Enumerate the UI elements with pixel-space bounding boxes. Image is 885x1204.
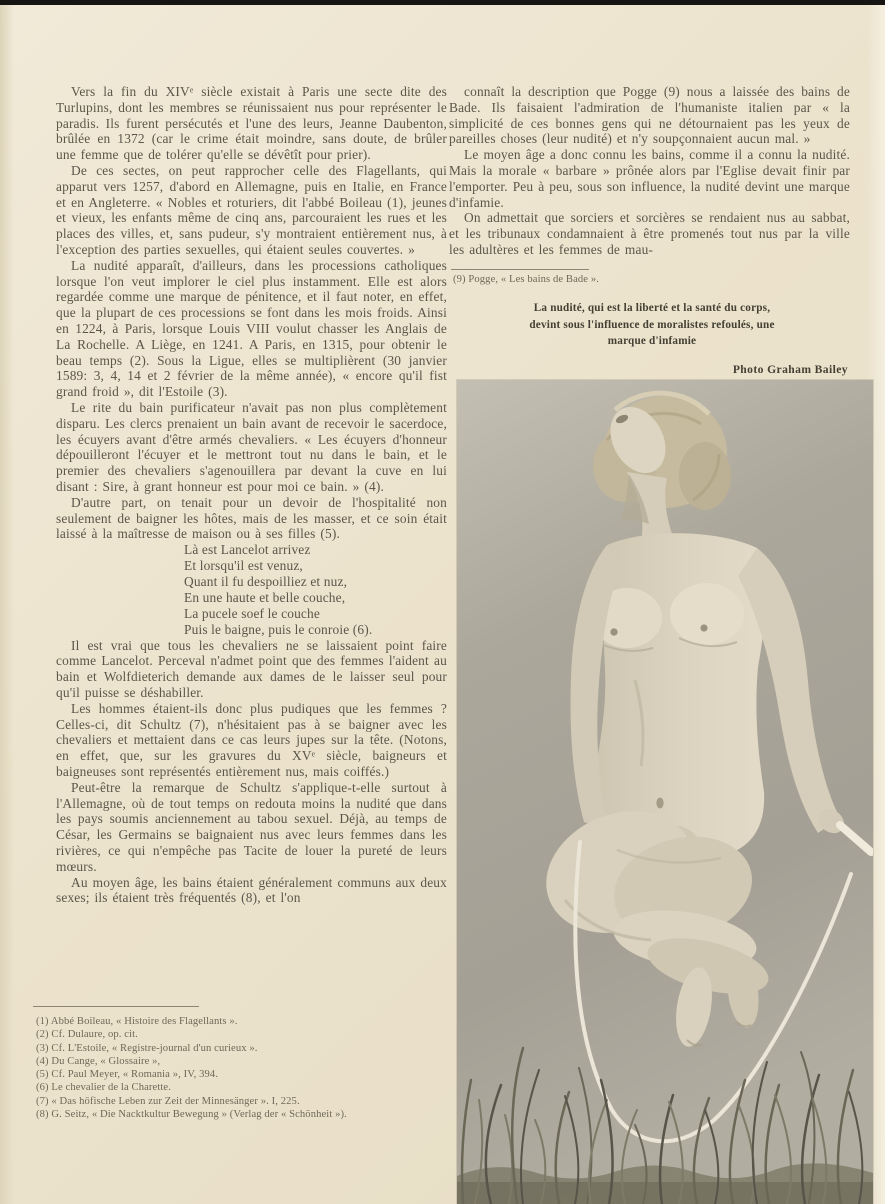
footnote: (1) Abbé Boileau, « Histoire des Flagellants ». [36, 1016, 238, 1027]
verse-line: Puis le baigne, puis le conroie (6). [184, 621, 373, 637]
photo-caption-line: La nudité, qui est la liberté et la santé du corps, [533, 302, 771, 315]
photo-caption-line: devint sous l'influence de moralistes refoulés, une [529, 318, 775, 331]
footnote-divider-right [451, 269, 589, 270]
photo-illustration [457, 380, 873, 1204]
photo-caption-line: marque d'infamie [607, 335, 697, 348]
footnote: (6) Le chevalier de la Charette. [36, 1082, 171, 1094]
verse-line: Et lorsqu'il est venuz, [184, 558, 303, 574]
footnote: (5) Cf. Paul Meyer, « Romania », IV, 394. [36, 1069, 219, 1081]
footnote: (2) Cf. Dulaure, op. cit. [36, 1029, 138, 1041]
paragraph: Peut-être la remarque de Schultz s'applique-t-elle surtout à l'Allemagne, où de tout temps on redouta moins la nudité que dans les pays soumis anciennement au tabou sexuel. Déjà, au temps de César, les Germains se baignaient nus avec leurs femmes dans les rivières, ce qui n'empêche pas Tacite de louer la pureté de leurs mœurs. [56, 779, 447, 874]
footnote: (7) « Das höfische Leben zur Zeit der Minnesänger ». I, 225. [36, 1095, 300, 1107]
verse-line: Là est Lancelot arrivez [184, 542, 311, 558]
paragraph: connaît la description que Pogge (9) nous a laissée des bains de Bade. Ils faisaient l'admiration de l'humaniste italien par « la simplicité de ces bonnes gens qui ne détournaient pas les yeux de pareilles choses (leur nudité) et n'y soupçonnaient aucun mal. » [449, 84, 850, 147]
paragraph: Le moyen âge a donc connu les bains, comme il a connu la nudité. Mais la morale « barbare » prônée alors par l'Eglise devait finir par l'emporter. Peu à peu, sous son influence, la nudité devint une marque d'infamie. [449, 147, 850, 210]
verse-block [184, 542, 447, 637]
verse-line: En une haute et belle couche, [184, 589, 346, 605]
paragraph: Il est vrai que tous les chevaliers ne se laissaient point faire comme Lancelot. Perceval n'admet point que des femmes l'aident au bain et Wolfdieterich demande aux dames de le laisser seul pour qu'il puisse se déshabiller. [56, 637, 447, 700]
paragraph: Le rite du bain purificateur n'avait pas non plus complètement disparu. Les clercs prenaient un bain avant de recevoir le sacerdoce, les écuyers avant d'être armés chevaliers. « Les écuyers d'honneur dépouilleront l'écuyer et le mettront tout nu dans le bain, et le premier des chevaliers s'agenouillera par devant la cuve en lui disant : Sire, à grant honneur est pour moi ce bain. » (4). [56, 399, 447, 494]
photo-caption [485, 300, 819, 350]
left-column [56, 84, 447, 906]
paragraph: Au moyen âge, les bains étaient généralement communs aux deux sexes; ils étaient très fréquentés (8), et l'on [56, 874, 447, 906]
footnote: (8) G. Seitz, « Die Nacktkultur Bewegung » (Verlag der « Schönheit »). [36, 1109, 347, 1121]
photo-credit: Photo Graham Bailey [732, 363, 848, 376]
paragraph: Les hommes étaient-ils donc plus pudiques que les femmes ? Celles-ci, dit Schultz (7), n'hésitaient pas à se baigner avec les chevaliers et mettaient dans ce cas leurs jupes sur la tête. (Notons, en effet, que, sur les gravures du XVᵉ siècle, baigneurs et baigneuses sont représentés entièrement nus, mais coiffés.) [56, 700, 447, 779]
footnote: (9) Pogge, « Les bains de Bade ». [453, 273, 599, 285]
left-paragraphs-bottom [56, 638, 447, 907]
paragraph: De ces sectes, on peut rapprocher celle des Flagellants, qui apparut vers 1257, d'abord en Allemagne, puis en Italie, en France et en Angleterre. « Nobles et roturiers, dit l'abbé Boileau (1), jeunes et vieux, les enfants même de cinq ans, parcouraient les rues et les places des villes, et, sans pudeur, s'y montraient entièrement nus, à l'exception des parties sexuelles, qui étaient seules couvertes. » [56, 162, 447, 257]
verse-line: La pucele soef le couche [184, 605, 320, 621]
footnote-divider-left [33, 1006, 199, 1007]
scan-edge-top [0, 0, 885, 5]
right-paragraphs [449, 84, 850, 258]
photo [457, 380, 873, 1204]
right-column [449, 84, 850, 376]
left-paragraphs-top [56, 84, 447, 542]
paragraph: Vers la fin du XIVᵉ siècle existait à Paris une secte dite des Turlupins, dont les membres se réunissaient nus pour représenter le paradis. Ils furent persécutés et l'une des leurs, Jeanne Daubenton, brûlée en 1372 (car le crime était moindre, sans doute, de brûler une femme que de tolérer qu'elle se dévêtît pour prier). [56, 84, 447, 163]
paragraph: On admettait que sorciers et sorcières se rendaient nus au sabbat, et les tribunaux condamnaient à être promenés tout nus par la ville les adultères et les femmes de mau- [449, 210, 850, 257]
footnotes-left [36, 1015, 456, 1121]
footnote: (4) Du Cange, « Glossaire », [36, 1055, 161, 1067]
footnote: (3) Cf. L'Estoile, « Registre-journal d'un curieux ». [36, 1042, 258, 1054]
paragraph: D'autre part, on tenait pour un devoir de l'hospitalité non seulement de baigner les hôtes, mais de les masser, et ce soin était laissé à la maîtresse de maison ou à ses filles (5). [56, 494, 447, 542]
verse-line: Quant il fu despoilliez et nuz, [184, 573, 348, 589]
paragraph: La nudité apparaît, d'ailleurs, dans les processions catholiques lorsque l'on veut implorer le ciel plus instamment. Elle est alors regardée comme une marque de pénitence, et il faut noter, en effet, que la plupart de ces processions se font dans les mois froids. Ainsi en 1224, à Paris, lorsque Louis VIII voulut chasser les Anglais de La Rochelle. A Liège, en 1241. A Paris, en 1315, pour obtenir le beau temps (2). Sous la Ligue, elles se multiplièrent (30 janvier 1589: 3, 4, 14 et 2 février de la même année), « encore qu'il fist grand froid », dit l'Estoile (3). [56, 257, 447, 400]
